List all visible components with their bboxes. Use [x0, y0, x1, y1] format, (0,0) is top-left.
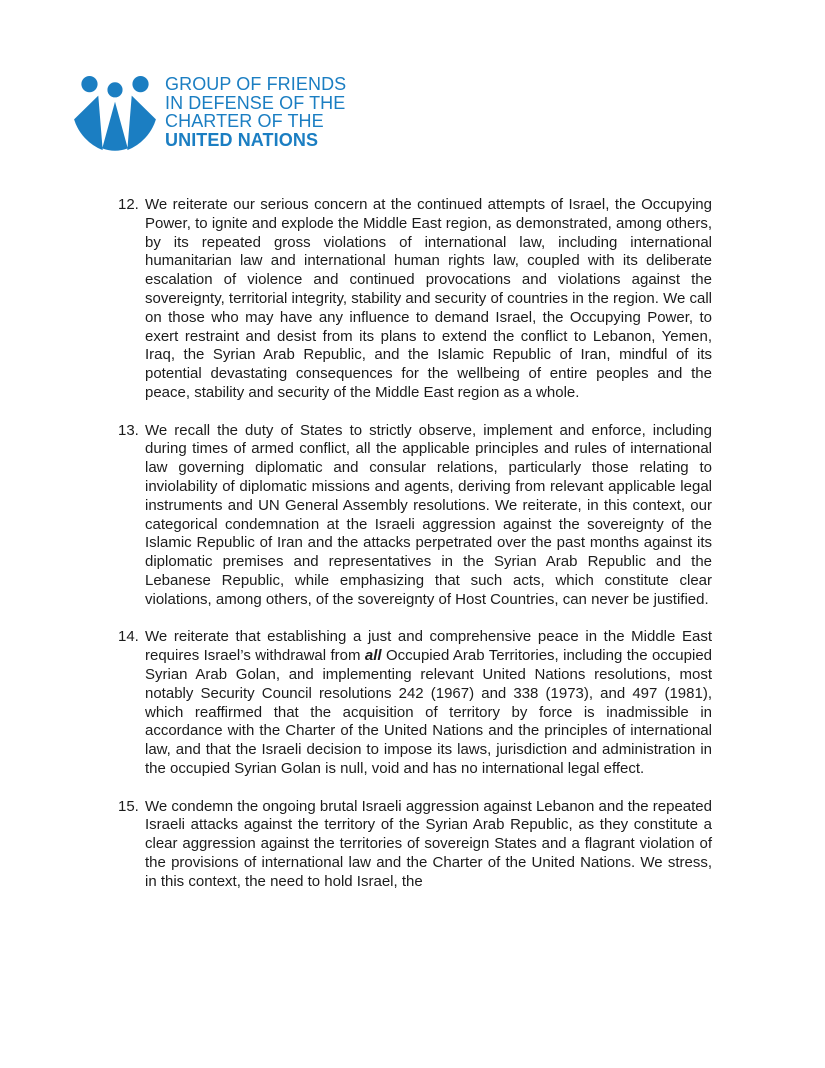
- document-text: [118, 196, 712, 910]
- paragraph-14: [118, 628, 712, 778]
- logo: [71, 71, 346, 158]
- paragraph-15: [118, 798, 712, 892]
- paragraph-number: 12.: [118, 196, 139, 213]
- logo-line-2: IN DEFENSE OF THE: [165, 92, 346, 113]
- paragraph-number: 14.: [118, 628, 139, 646]
- three-people-group-icon: [71, 71, 159, 158]
- paragraph-text: We reiterate our serious concern at the continued attempts of Israel, the Occupying Power, to ignite and explode the Middle East region, as demonstrated, among others, by its repeated gross violations of international law, including international humanitarian law and international human rights law, coupled with its deliberate escalation of violence and continued provocations and violations against the sovereignty, territorial integrity, stability and security of countries in the region. We call on those who may have any influence to demand Israel, the Occupying Power, to exert restraint and desist from its plans to extend the conflict to Lebanon, Yemen, Iraq, the Syrian Arab Republic, and the Islamic Republic of Iran, mindful of its potential devastating consequences for the wellbeing of entire peoples and the peace, stability and security of the Middle East region as a whole.: [145, 196, 712, 401]
- paragraph-text: We condemn the ongoing brutal Israeli aggression against Lebanon and the repeated Israeli attacks against the territory of the Syrian Arab Republic, as they constitute a clear aggression against the territories of sovereign States and a flagrant violation of the provisions of international law and the Charter of the United Nations. We stress, in this context, the need to hold Israel, the: [145, 797, 712, 890]
- paragraph-number: 15.: [118, 797, 139, 815]
- logo-line-4: UNITED NATIONS: [165, 130, 319, 151]
- logo-line-1: GROUP OF FRIENDS: [165, 74, 347, 94]
- logo-wordmark: [165, 75, 346, 150]
- paragraph-text: We reiterate that establishing a just and comprehensive peace in the Middle East requires Israel’s withdrawal from all Occupied Arab Territories, including the occupied Syrian Arab Golan, and implementing relevant United Nations resolutions, most notably Security Council resolutions 242 (1967) and 338 (1973), and 497 (1981), which reaffirmed that the acquisition of territory by force is inadmissible in accordance with the Charter of the United Nations and the principles of international law, and that the Israeli decision to impose its laws, jurisdiction and administration in the occupied Syrian Golan is null, void and has no international legal effect.: [145, 628, 712, 777]
- paragraph-number: 13.: [118, 421, 139, 439]
- paragraph-12: [118, 196, 712, 403]
- logo-line-3: CHARTER OF THE: [165, 111, 324, 132]
- paragraph-13: [118, 422, 712, 610]
- paragraph-text: We recall the duty of States to strictly observe, implement and enforce, including during times of armed conflict, all the applicable principles and rules of international law governing diplomatic and consular relations, particularly those relating to inviolability of diplomatic missions and agents, deriving from relevant applicable legal instruments and UN General Assembly resolutions. We reiterate, in this context, our categorical condemnation at the Israeli aggression against the sovereignty of the Islamic Republic of Iran and the attacks perpetrated over the past months against its diplomatic premises and representatives in the Syrian Arab Republic and the Lebanese Republic, while emphasizing that such acts, which constitute clear violations, among others, of the sovereignty of Host Countries, can never be justified.: [145, 421, 712, 608]
